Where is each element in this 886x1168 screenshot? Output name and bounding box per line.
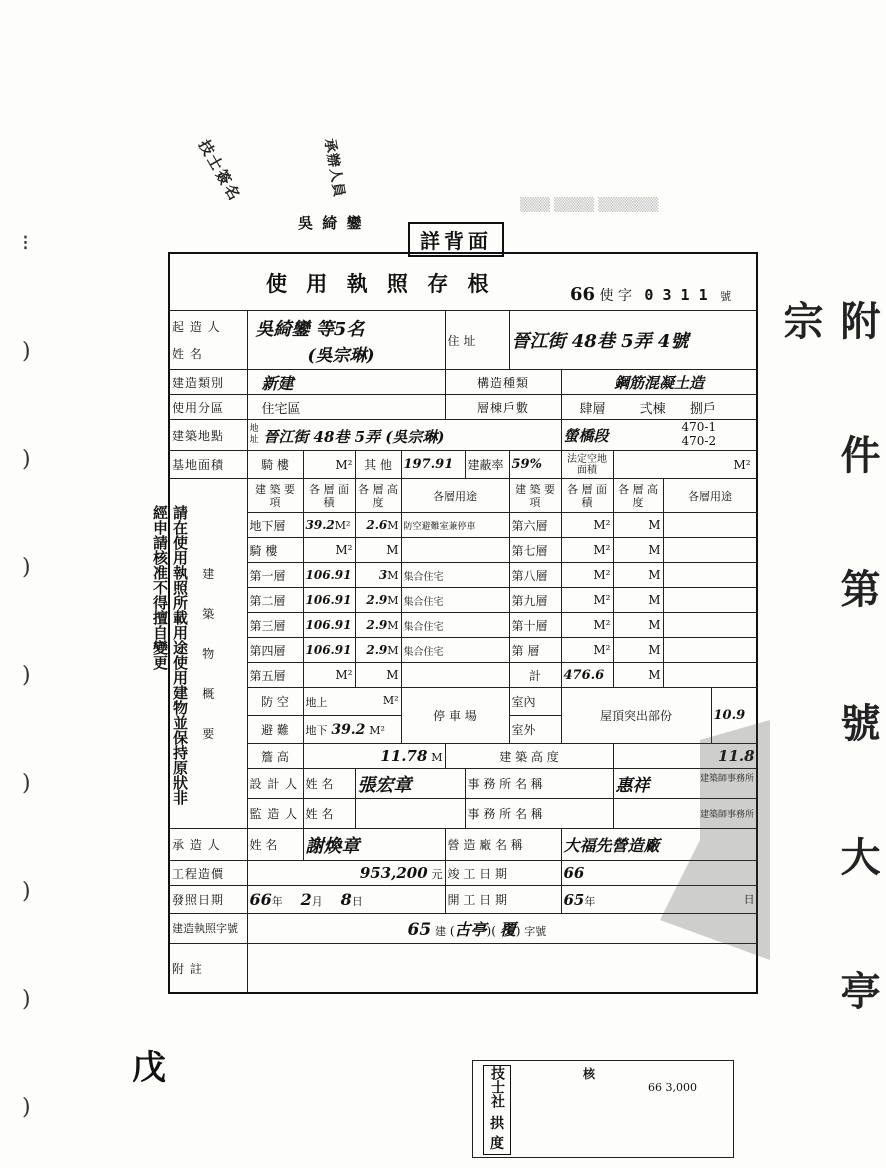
party-role: 設 計 人 [247,769,303,799]
area-unit: M² [561,563,613,588]
right-header-item: 建 築 要 項 [509,479,561,513]
seal-box-1 [483,1065,511,1155]
right-header-height: 各 層 高 度 [613,479,663,513]
right-floor-name: 第九層 [509,588,561,613]
party-role: 監 造 人 [247,799,303,829]
parking-label: 停 車 場 [401,688,509,744]
shelter-above-cell [303,688,401,716]
start-year: 65 [563,890,585,909]
issue-year: 66 [249,890,272,909]
seal-text: 度 [490,1136,504,1152]
right-floor-name: 第 層 [509,638,561,663]
builder-name-note: (吳宗琳) [307,346,375,366]
lot-number-2: 470-2 [681,434,717,448]
outdoor-label: 室外 [509,716,561,744]
zone-value: 住宅區 [247,395,445,420]
right-floor-name: 第八層 [509,563,561,588]
left-floor-name: 第三層 [247,613,303,638]
above-label: 地上 [305,695,328,709]
party-name-label: 姓 名 [303,769,355,799]
left-floor-use: 集合住宅 [401,613,509,638]
day-unit: 日 [351,895,363,908]
issue-date-cell [247,886,445,914]
party-office-label: 營 造 廠 名 稱 [445,829,561,861]
height-unit: M [355,663,401,688]
faint-stamp-top-right: ▒▒▒ ▒▒▒▒ ▒▒▒▒▒▒ [520,198,659,213]
start-date-label: 開 工 日 期 [445,886,561,914]
builder-label-cell [169,311,247,370]
coverage-label: 建蔽率 [465,451,509,479]
left-floor-area: 106.91 [305,618,352,632]
building-height-value: 11.8 [718,747,755,765]
left-floor-use: 集合住宅 [401,588,509,613]
land-label: 地址 [249,423,259,445]
lot-number-1: 470-1 [681,420,717,434]
total-label: 計 [509,663,561,688]
left-floor-name: 地下層 [247,513,303,538]
license-suffix: 號 [720,290,732,303]
left-floor-height: 2.9 [366,593,388,607]
open-space-unit: M² [613,451,757,479]
floor-row [169,588,757,613]
form-title: 使 用 執 照 存 根 [266,271,495,296]
permit-suffix: 字號 [524,925,547,938]
seal-text: 核 [583,1067,596,1081]
cost-value: 953,200 [359,864,428,882]
month-unit: 月 [311,895,323,908]
lot-numbers [682,420,717,448]
party-name: 謝煥章 [303,829,445,861]
address-value: 晉江街 48巷 5弄 4號 [509,311,757,370]
left-floor-name: 騎 樓 [247,538,303,563]
eave-label: 簷 高 [247,744,303,769]
arcade-unit: M² [303,451,355,479]
left-header-use: 各層用途 [401,479,509,513]
left-floor-height: 3 [378,568,388,582]
lot-cell [561,420,757,451]
left-floor-name: 第五層 [247,663,303,688]
issue-month: 2 [300,890,312,909]
margin-marks: ⁝ ) ) ) ) ) ) ) ) [22,231,31,1120]
height-unit: M [613,513,663,538]
name-label: 姓 名 [172,347,203,361]
height-unit: M [613,663,663,688]
permit-label: 建造執照字號 [169,914,247,944]
party-office-label: 事 務 所 名 稱 [465,769,613,799]
floors-count: 肆層 [579,401,606,417]
floor-row [169,663,757,688]
left-floor-use: 防空避難室兼停車 [401,513,509,538]
permit-district: 古亭 [454,920,487,939]
left-floor-area: 39.2 [305,518,335,532]
height-unit: M [613,613,663,638]
height-unit: M [613,588,663,613]
section-value: 螢橋段 [563,426,609,445]
height-unit: M [613,638,663,663]
vertical-instruction: 請在使用執照所載用途使用建物並保持原狀非經申請核准不得擅自變更 [151,505,189,805]
area-unit: M² [561,638,613,663]
location-label: 建築地點 [169,420,247,451]
other-area-cell [401,451,465,479]
party-name-label: 姓 名 [303,799,355,829]
total-area: 476.6 [563,667,605,683]
corner-stamp [640,720,770,960]
builder-name-cell [247,311,445,370]
left-header-area: 各 層 面 積 [303,479,355,513]
right-floor-name: 第十層 [509,613,561,638]
notes-label: 附 註 [169,944,247,994]
floor-row [169,563,757,588]
height-unit: M [613,563,663,588]
seal-text: 技士社 [489,1066,505,1108]
height-unit: M [387,594,399,607]
floor-row [169,638,757,663]
area-unit: M² [561,613,613,638]
structure-label: 構造種類 [445,370,561,395]
height-unit: M [431,751,443,764]
height-unit: M [613,538,663,563]
party-role: 承 造 人 [169,829,247,861]
day-unit: 日 [743,892,755,906]
permit-number: 覆 [499,920,516,939]
address-label: 住 址 [445,311,509,370]
height-unit: M [387,619,399,632]
left-floor-area: 106.91 [305,593,352,607]
seal-text: 拱 [490,1116,504,1132]
issue-day: 8 [340,890,352,909]
permit-word: 建 [435,925,446,938]
completion-year: 66 [563,864,585,882]
detail-stamp-text: 詳背面 [420,229,492,253]
year-unit: 年 [584,894,596,908]
party-office: 大福先營造廠 [561,829,757,861]
area-unit: M² [382,693,399,707]
party-office-suffix: 建築師事務所 [700,810,755,820]
license-year: 66 [570,284,596,305]
license-number: 0 3 1 1 [644,286,708,304]
area-unit: M² [369,723,385,737]
area-unit: M² [561,588,613,613]
floor-row [169,513,757,538]
right-header-area: 各 層 面 積 [561,479,613,513]
floors-value-cell [561,395,757,420]
left-floor-height: 2.9 [366,618,388,632]
coverage-value: 59% [509,451,561,479]
location-value: 晉江街 48巷 5弄 (吳宗琳) [263,427,445,446]
left-floor-use: 集合住宅 [401,638,509,663]
category-value: 新建 [247,370,445,395]
roof-value: 10.9 [713,708,746,723]
issue-date-label: 發照日期 [169,886,247,914]
below-value: 39.2 [331,721,366,738]
area-unit: M² [303,663,355,688]
seal-area [472,1060,734,1158]
area-unit: M² [303,538,355,563]
refuge-label: 避 難 [247,716,303,744]
below-label: 地下 [305,723,328,737]
completion-label: 竣 工 日 期 [445,861,561,886]
party-name-label: 姓 名 [247,829,303,861]
building-height-label: 建 築 高 度 [445,744,613,769]
left-floor-area: 106.91 [305,643,352,657]
building-items-side-label: 建 築 物 概 要 [169,479,247,829]
rotated-stamp-left: 技士簽名 [194,136,245,205]
right-header-use: 各層用途 [663,479,757,513]
left-floor-use: 集合住宅 [401,563,509,588]
height-unit: M [387,644,399,657]
party-office: 惠祥 [615,776,650,796]
area-unit: M² [561,513,613,538]
left-header-height: 各 層 高 度 [355,479,401,513]
zone-label: 使用分區 [169,395,247,420]
license-word: 使 字 [599,288,632,304]
bottom-code [648,1081,697,1094]
floor-row [169,613,757,638]
cost-unit: 元 [431,868,443,881]
height-unit: M [355,538,401,563]
builder-name: 吳綺鑾 等5名 [255,319,365,340]
area-unit: M² [334,519,351,532]
left-floor-name: 第四層 [247,638,303,663]
party-office-suffix: 建築師事務所 [700,774,755,784]
arcade-label: 騎 樓 [247,451,303,479]
left-header-item: 建 築 要 項 [247,479,303,513]
other-area-value: 197.91 [403,457,454,472]
shelter-below-cell [303,716,401,744]
bottom-fee: 3,000 [665,1081,697,1094]
title-cell [169,253,757,311]
cost-label: 工程造價 [169,861,247,886]
left-floor-height: 2.6 [366,518,388,532]
right-margin-text: 附 件 第 號 大 亭 宗 [777,300,881,1050]
height-unit: M [387,519,399,532]
left-margin-mark: 戊 [132,1048,166,1088]
base-area-label: 基地面積 [169,451,247,479]
households-count: 捌戶 [689,401,716,417]
height-unit: M [387,569,399,582]
left-floor-area: 106.91 [305,568,352,582]
bottom-code-year: 66 [648,1081,662,1094]
left-floor-name: 第二層 [247,588,303,613]
right-floor-name: 第七層 [509,538,561,563]
applicant-top: 吳 綺 鑾 [298,214,364,232]
party-office-label: 事 務 所 名 稱 [465,799,613,829]
builder-label: 起 造 人 [172,320,221,334]
license-number-block [570,284,731,305]
structure-value: 鋼筋混凝土造 [561,370,757,395]
right-floor-name: 第六層 [509,513,561,538]
category-label: 建造類別 [169,370,247,395]
floors-label: 層棟戶數 [445,395,561,420]
year-unit: 年 [271,895,283,908]
left-floor-height: 2.9 [366,643,388,657]
indoor-label: 室內 [509,688,561,716]
location-cell [247,420,561,451]
roof-label: 屋頂突出部份 [561,688,711,744]
rotated-stamp-middle: 承辦人員 [320,137,348,200]
party-name: 張宏章 [355,769,465,799]
permit-cell: 65 建 (古亭)( 覆) 字號 [247,914,757,944]
open-space-label: 法定空地面積 [561,451,613,479]
floor-row [169,538,757,563]
permit-year: 65 [407,920,432,940]
area-unit: M² [561,538,613,563]
left-floor-name: 第一層 [247,563,303,588]
eave-value: 11.78 [380,747,428,765]
other-label: 其 他 [355,451,401,479]
shelter-label: 防 空 [247,688,303,716]
buildings-count: 弍棟 [639,401,666,417]
